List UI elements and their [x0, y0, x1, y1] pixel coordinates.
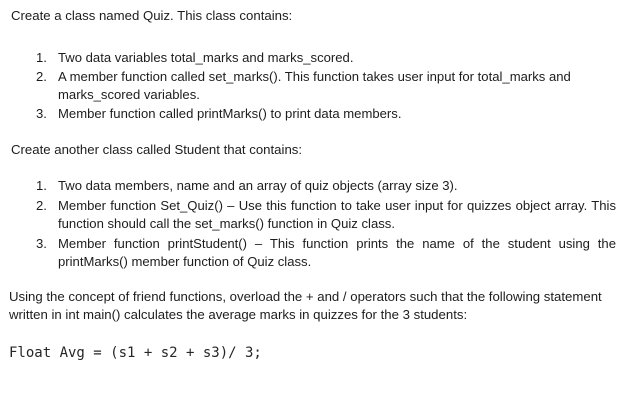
list-item	[36, 177, 616, 195]
list-item-text: Member function printStudent() – This function prints the name of the student using the printMarks() member function of Quiz class.	[58, 236, 616, 269]
list-item	[36, 49, 626, 67]
list-item-number: 2.	[36, 198, 47, 213]
list-item-text: Two data members, name and an array of quiz objects (array size 3).	[58, 178, 458, 193]
list-item-text: Two data variables total_marks and marks_scored.	[58, 50, 354, 65]
list-item	[36, 68, 626, 104]
list-item-number: 1.	[36, 178, 47, 193]
list-item-number: 1.	[36, 50, 47, 65]
list-item-text: Member function Set_Quiz() – Use this function to take user input for quizzes object array. This function should call the set_marks() function in Quiz class.	[58, 198, 616, 231]
list-item-text: A member function called set_marks(). This function takes user input for total_marks and marks_scored variables.	[58, 69, 571, 102]
quiz-requirements-list	[36, 49, 626, 124]
list-item	[36, 235, 616, 271]
student-class-heading: Create another class called Student that contains:	[11, 142, 303, 157]
list-item-number: 2.	[36, 69, 47, 84]
list-item-text: Member function called printMarks() to print data members.	[58, 106, 402, 121]
quiz-class-heading: Create a class named Quiz. This class contains:	[11, 8, 293, 23]
list-item	[36, 105, 626, 123]
friend-function-paragraph: Using the concept of friend functions, overload the + and / operators such that the following statement written in int main() calculates the average marks in quizzes for the 3 students:	[9, 289, 602, 322]
code-snippet: Float Avg = (s1 + s2 + s3)/ 3;	[9, 345, 262, 361]
student-requirements-list	[36, 177, 616, 273]
list-item	[36, 197, 616, 233]
list-item-number: 3.	[36, 106, 47, 121]
list-item-number: 3.	[36, 236, 47, 251]
